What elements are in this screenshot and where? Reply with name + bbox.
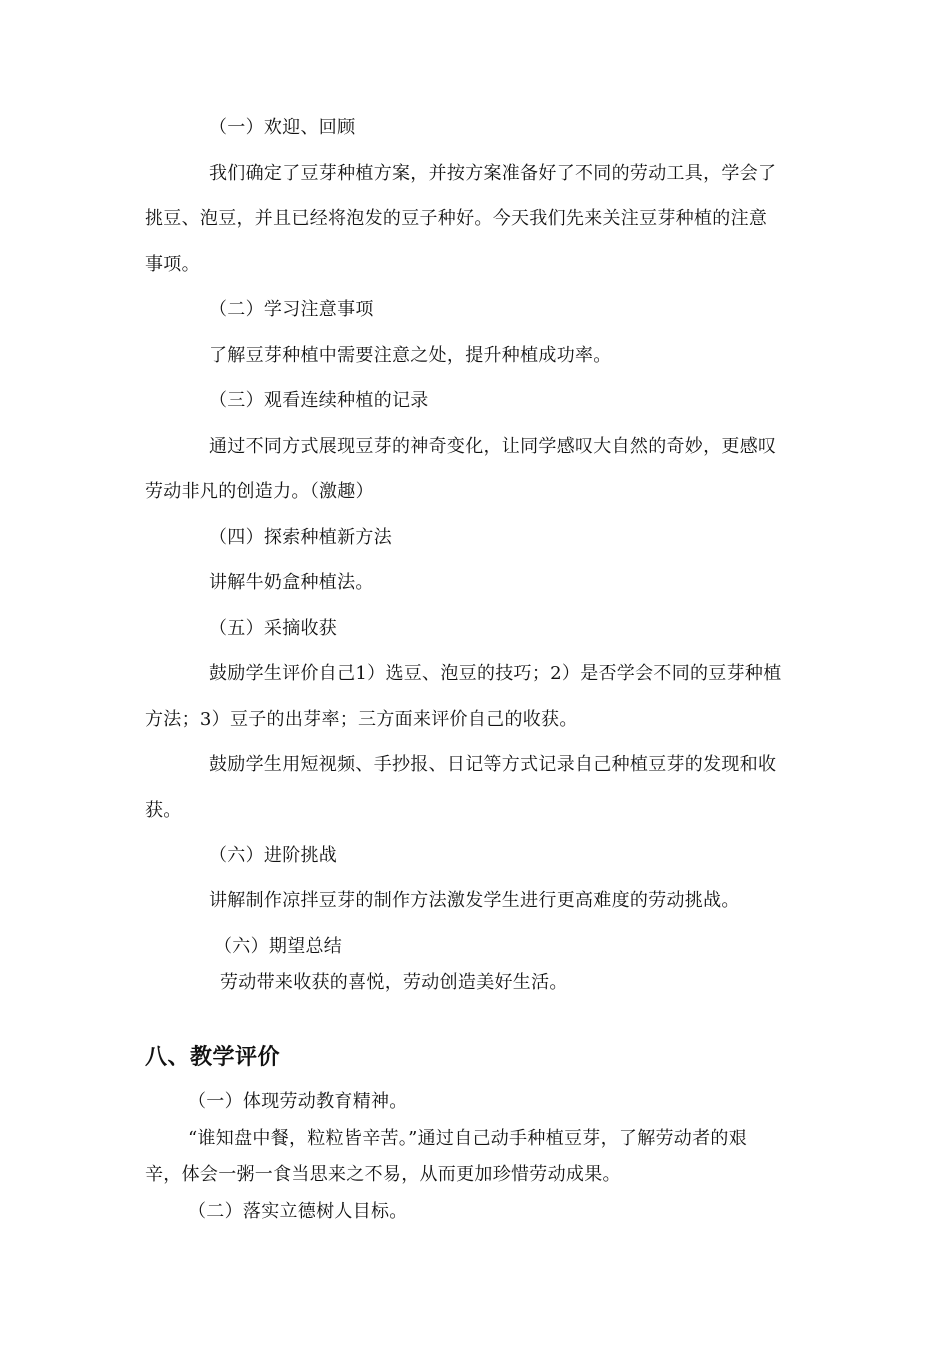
paragraph-line: 讲解牛奶盒种植法。 — [209, 572, 374, 593]
paragraph-line: 方法；3）豆子的出芽率；三方面来评价自己的收获。 — [145, 709, 578, 730]
paragraph-line: 讲解制作凉拌豆芽的制作方法激发学生进行更高难度的劳动挑战。 — [209, 890, 740, 911]
subsection-title-notes: （二）学习注意事项 — [209, 299, 374, 320]
subsection-title-labor-spirit: （一）体现劳动教育精神。 — [188, 1091, 408, 1112]
paragraph-line: 了解豆芽种植中需要注意之处，提升种植成功率。 — [209, 345, 612, 366]
subsection-title-summary: （六）期望总结 — [214, 936, 343, 957]
paragraph-line: 挑豆、泡豆，并且已经将泡发的豆子种好。今天我们先来关注豆芽种植的注意 — [145, 208, 768, 229]
paragraph-line: 鼓励学生评价自己1）选豆、泡豆的技巧；2）是否学会不同的豆芽种植 — [209, 663, 782, 684]
section-heading-evaluation: 八、教学评价 — [145, 1045, 281, 1070]
subsection-title-welcome: （一）欢迎、回顾 — [209, 117, 356, 138]
subsection-title-moral-goal: （二）落实立德树人目标。 — [188, 1201, 408, 1222]
paragraph-line: 获。 — [145, 800, 182, 821]
subsection-title-records: （三）观看连续种植的记录 — [209, 390, 429, 411]
paragraph-line: 我们确定了豆芽种植方案，并按方案准备好了不同的劳动工具，学会了 — [209, 163, 777, 184]
paragraph-line: 劳动非凡的创造力。（激趣） — [145, 481, 374, 502]
paragraph-line: 劳动带来收获的喜悦，劳动创造美好生活。 — [220, 972, 568, 993]
paragraph-line: “谁知盘中餐，粒粒皆辛苦。”通过自己动手种植豆芽，了解劳动者的艰 — [188, 1128, 748, 1149]
paragraph-line: 通过不同方式展现豆芽的神奇变化，让同学感叹大自然的奇妙，更感叹 — [209, 436, 777, 457]
paragraph-line: 鼓励学生用短视频、手抄报、日记等方式记录自己种植豆芽的发现和收 — [209, 754, 777, 775]
subsection-title-challenge: （六）进阶挑战 — [209, 845, 338, 866]
paragraph-line: 事项。 — [145, 254, 200, 275]
subsection-title-harvest: （五）采摘收获 — [209, 618, 338, 639]
paragraph-line: 辛，体会一粥一食当思来之不易，从而更加珍惜劳动成果。 — [145, 1164, 621, 1185]
subsection-title-new-methods: （四）探索种植新方法 — [209, 527, 392, 548]
